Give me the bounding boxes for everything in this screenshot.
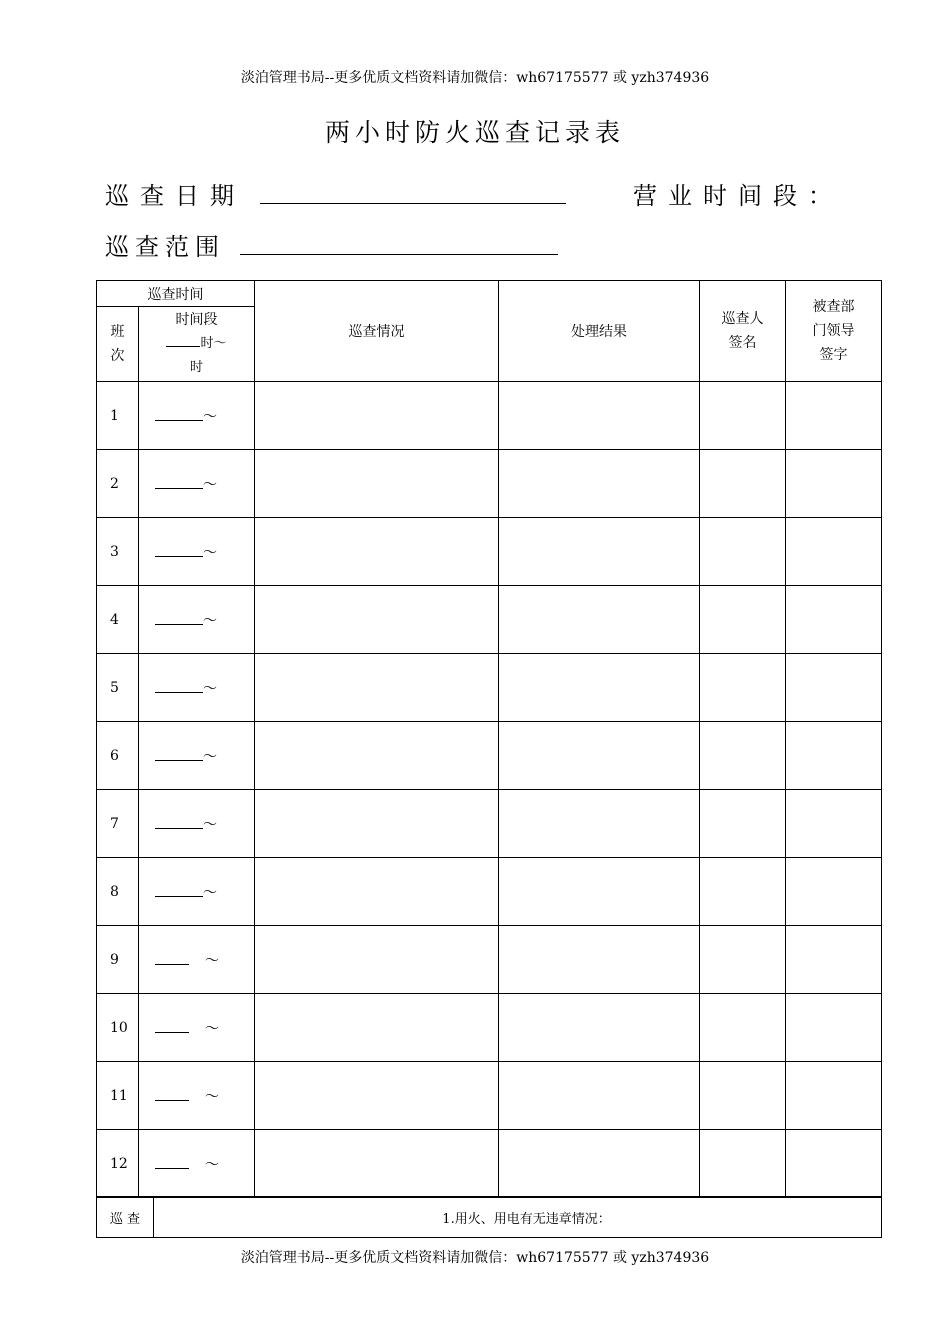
- leader-cell[interactable]: [786, 722, 882, 790]
- situation-cell[interactable]: [255, 450, 499, 518]
- inspector-cell[interactable]: [700, 450, 786, 518]
- time-slot[interactable]: ～: [139, 722, 255, 790]
- leader-cell[interactable]: [786, 790, 882, 858]
- leader-cell[interactable]: [786, 382, 882, 450]
- table-row: [97, 586, 882, 654]
- result-header: 处理结果: [499, 281, 700, 382]
- leader-cell[interactable]: [786, 1062, 882, 1130]
- leader-cell[interactable]: [786, 586, 882, 654]
- result-cell[interactable]: [499, 586, 700, 654]
- table-row: [97, 790, 882, 858]
- time-slot[interactable]: ～: [139, 1130, 255, 1198]
- result-cell[interactable]: [499, 1062, 700, 1130]
- inspection-item-1[interactable]: 1.用火、用电有无违章情况：: [154, 1197, 882, 1238]
- inspection-label: 巡 查: [97, 1197, 154, 1238]
- situation-cell[interactable]: [255, 722, 499, 790]
- table-row: [97, 994, 882, 1062]
- leader-cell[interactable]: [786, 858, 882, 926]
- shift-number: 4: [97, 586, 139, 654]
- result-cell[interactable]: [499, 994, 700, 1062]
- date-label: 巡查日期: [105, 182, 245, 210]
- result-cell[interactable]: [499, 382, 700, 450]
- shift-number: 3: [97, 518, 139, 586]
- table-row: [97, 858, 882, 926]
- shift-number: 1: [97, 382, 139, 450]
- time-slot[interactable]: ～: [139, 1062, 255, 1130]
- inspector-header: 巡查人签名: [700, 281, 786, 382]
- result-cell[interactable]: [499, 654, 700, 722]
- patrol-table: [96, 280, 882, 1198]
- inspection-footer-table: [96, 1196, 882, 1238]
- table-row: [97, 654, 882, 722]
- inspector-cell[interactable]: [700, 722, 786, 790]
- inspector-cell[interactable]: [700, 654, 786, 722]
- table-row: [97, 722, 882, 790]
- shift-number: 9: [97, 926, 139, 994]
- situation-cell[interactable]: [255, 586, 499, 654]
- inspector-cell[interactable]: [700, 994, 786, 1062]
- leader-cell[interactable]: [786, 1130, 882, 1198]
- inspector-cell[interactable]: [700, 926, 786, 994]
- situation-cell[interactable]: [255, 926, 499, 994]
- period-hour-blank: [166, 336, 200, 347]
- time-slot[interactable]: ～: [139, 382, 255, 450]
- inspector-cell[interactable]: [700, 382, 786, 450]
- situation-cell[interactable]: [255, 994, 499, 1062]
- inspector-cell[interactable]: [700, 858, 786, 926]
- scope-label: 巡查范围: [105, 233, 225, 261]
- shift-number: 12: [97, 1130, 139, 1198]
- page-title: 两小时防火巡查记录表: [324, 118, 625, 147]
- situation-cell[interactable]: [255, 382, 499, 450]
- leader-cell[interactable]: [786, 518, 882, 586]
- result-cell[interactable]: [499, 858, 700, 926]
- shift-number: 6: [97, 722, 139, 790]
- page-footer: 淡泊管理书局--更多优质文档资料请加微信：wh67175577 或 yzh374936: [240, 1250, 710, 1266]
- shift-header: 班次: [97, 307, 139, 382]
- shift-number: 5: [97, 654, 139, 722]
- situation-cell[interactable]: [255, 518, 499, 586]
- result-cell[interactable]: [499, 1130, 700, 1198]
- result-cell[interactable]: [499, 518, 700, 586]
- situation-cell[interactable]: [255, 858, 499, 926]
- inspector-cell[interactable]: [700, 1062, 786, 1130]
- result-cell[interactable]: [499, 722, 700, 790]
- situation-cell[interactable]: [255, 790, 499, 858]
- date-field-line[interactable]: [260, 203, 566, 204]
- shift-number: 7: [97, 790, 139, 858]
- dept-leader-header: 被查部门领导签字: [786, 281, 882, 382]
- leader-cell[interactable]: [786, 654, 882, 722]
- result-cell[interactable]: [499, 926, 700, 994]
- shift-number: 8: [97, 858, 139, 926]
- table-row: [97, 382, 882, 450]
- time-slot[interactable]: ～: [139, 450, 255, 518]
- table-row: [97, 1130, 882, 1198]
- time-slot[interactable]: ～: [139, 654, 255, 722]
- inspector-cell[interactable]: [700, 518, 786, 586]
- table-row: [97, 1062, 882, 1130]
- patrol-time-header: 巡查时间: [97, 281, 255, 307]
- period-header: 时间段 时～ 时: [139, 307, 255, 382]
- situation-header: 巡查情况: [255, 281, 499, 382]
- leader-cell[interactable]: [786, 926, 882, 994]
- time-slot[interactable]: ～: [139, 790, 255, 858]
- time-slot[interactable]: ～: [139, 518, 255, 586]
- table-row: [97, 450, 882, 518]
- table-row: [97, 518, 882, 586]
- leader-cell[interactable]: [786, 994, 882, 1062]
- shift-number: 11: [97, 1062, 139, 1130]
- inspector-cell[interactable]: [700, 790, 786, 858]
- shift-number: 2: [97, 450, 139, 518]
- result-cell[interactable]: [499, 790, 700, 858]
- hours-label: 营业时间段：: [633, 182, 843, 210]
- leader-cell[interactable]: [786, 450, 882, 518]
- table-row: [97, 926, 882, 994]
- time-slot[interactable]: ～: [139, 586, 255, 654]
- situation-cell[interactable]: [255, 1062, 499, 1130]
- time-slot[interactable]: ～: [139, 926, 255, 994]
- scope-field-line[interactable]: [240, 254, 558, 255]
- inspector-cell[interactable]: [700, 1130, 786, 1198]
- shift-number: 10: [97, 994, 139, 1062]
- situation-cell[interactable]: [255, 654, 499, 722]
- situation-cell[interactable]: [255, 1130, 499, 1198]
- time-slot[interactable]: ～: [139, 858, 255, 926]
- inspector-cell[interactable]: [700, 586, 786, 654]
- result-cell[interactable]: [499, 450, 700, 518]
- page-header: 淡泊管理书局--更多优质文档资料请加微信：wh67175577 或 yzh374936: [240, 70, 710, 86]
- time-slot[interactable]: ～: [139, 994, 255, 1062]
